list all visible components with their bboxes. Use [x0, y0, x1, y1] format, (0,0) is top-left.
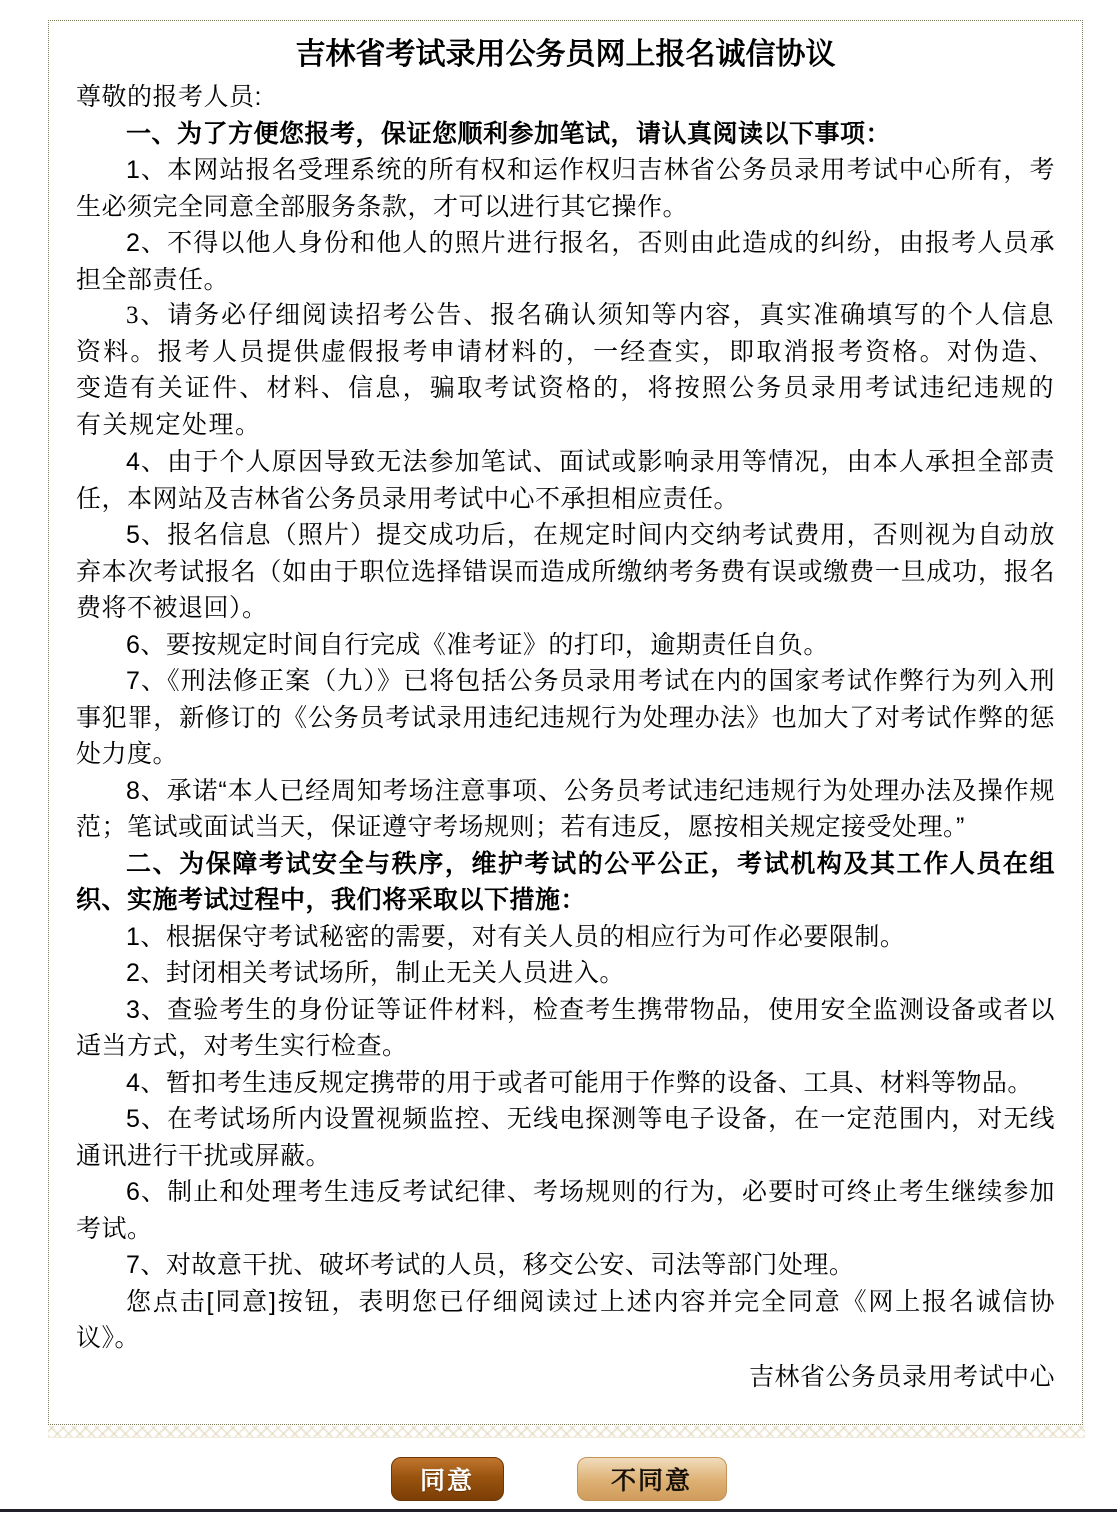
section2-item-1: 1、根据保守考试秘密的需要，对有关人员的相应行为可作必要限制。 — [126, 922, 906, 951]
section1-item-5: 5、报名信息（照片）提交成功后，在规定时间内交纳考试费用，否则视为自动放弃本次考试报名（如由于职位选择错误而造成所缴纳考务费有误或缴费一旦成功，报名费将不被退回）。 — [76, 521, 1055, 622]
signature: 吉林省公务员录用考试中心 — [748, 1362, 1055, 1391]
section2-item-2: 2、封闭相关考试场所，制止无关人员进入。 — [126, 959, 625, 987]
section2-item-4: 4、暂扣考生违反规定携带的用于或者可能用于作弊的设备、工具、材料等物品。 — [126, 1068, 1033, 1097]
page-title: 吉林省考试录用公务员网上报名诚信协议 — [295, 38, 836, 71]
section1-item-8: 8、承诺“本人已经周知考场注意事项、公务员考试违纪违规行为处理办法及操作规范；笔试或面试当天，保证遵守考场规则；若有违反，愿按相关规定接受处理。” — [76, 776, 1055, 841]
section2-item-3: 3、查验考生的身份证等证件材料，检查考生携带物品，使用安全监测设备或者以适当方式，对考生实行检查。 — [76, 995, 1055, 1060]
disagree-button[interactable]: 不同意 — [577, 1457, 727, 1501]
section2-item-7: 7、对故意干扰、破坏考试的人员，移交公安、司法等部门处理。 — [126, 1251, 855, 1279]
section1-item-3: 3、请务必仔细阅读招考公告、报名确认须知等内容，真实准确填写的个人信息资料。报考人员提供虚假报考申请材料的，一经查实，即取消报考资格。对伪造、变造有关证件、材料、信息，骗取考试资格的，将按照公务员录用考试违纪违规的有关规定处理。 — [76, 302, 1055, 439]
section1-heading: 一、为了方便您报考，保证您顺利参加笔试，请认真阅读以下事项： — [126, 119, 892, 148]
agreement-box — [48, 20, 1083, 1425]
salutation: 尊敬的报考人员: — [76, 83, 262, 111]
section1-item-7: 7、《刑法修正案（九）》已将包括公务员录用考试在内的国家考试作弊行为列入刑事犯罪，新修订的《公务员考试录用违纪违规行为处理办法》也加大了对考试作弊的惩处力度。 — [76, 667, 1055, 768]
section1-item-4: 4、由于个人原因导致无法参加笔试、面试或影响录用等情况，由本人承担全部责任，本网站及吉林省公务员录用考试中心不承担相应责任。 — [76, 448, 1055, 513]
section1-item-2: 2、不得以他人身份和他人的照片进行报名，否则由此造成的纠纷，由报考人员承担全部责任。 — [76, 229, 1055, 294]
section2-item-5: 5、在考试场所内设置视频监控、无线电探测等电子设备，在一定范围内，对无线通讯进行干扰或屏蔽。 — [76, 1105, 1055, 1170]
section2-item-6: 6、制止和处理考生违反考试纪律、考场规则的行为，必要时可终止考生继续参加考试。 — [76, 1178, 1055, 1243]
section1-item-1: 1、本网站报名受理系统的所有权和运作权归吉林省公务员录用考试中心所有，考生必须完全同意全部服务条款，才可以进行其它操作。 — [76, 156, 1055, 221]
zigzag-pattern-strip — [48, 1426, 1085, 1438]
section2-heading: 二、为保障考试安全与秩序，维护考试的公平公正，考试机构及其工作人员在组织、实施考试过程中，我们将采取以下措施： — [76, 849, 1055, 914]
section1-item-6: 6、要按规定时间自行完成《准考证》的打印，逾期责任自负。 — [126, 630, 829, 659]
bottom-border-line — [0, 1509, 1117, 1512]
agree-button[interactable]: 同意 — [391, 1457, 504, 1501]
closing-note: 您点击[同意]按钮，表明您已仔细阅读过上述内容并完全同意《网上报名诚信协议》。 — [76, 1287, 1055, 1352]
button-row — [0, 1457, 1117, 1501]
